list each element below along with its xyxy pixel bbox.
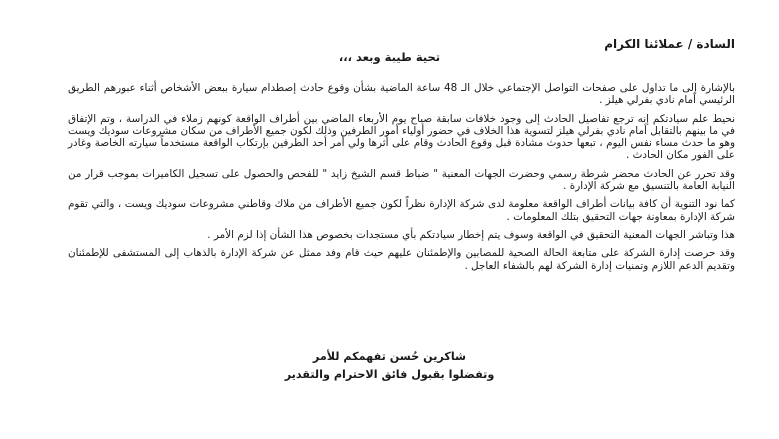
paragraph-incident-reference: بالإشارة إلى ما تداول على صفحات التواصل الإجتماعي خلال الـ 48 ساعة الماضية بشأن وقوع حادث إصطدام سيارة ببعض الأشخاص أثناء عبورهم الطريق الرئيسي أمام نادي بفرلي هيلز . — [68, 82, 735, 107]
salutation: السادة / عملائنا الكرام — [604, 37, 735, 51]
closing-regards: وتفضلوا بقبول فائق الاحترام والتقدير — [284, 368, 495, 381]
paragraph-incident-details: نحيط علم سيادتكم إنه ترجع تفاصيل الحادث إلى وجود خلافات سابقة صباح يوم الأربعاء الماضي بين أطراف الواقعة كونهم زملاء في الدراسة ، وتم الإتفاق في ما بينهم بالتقابل أمام نادي بفرلي هيلز لتسوية هذا الخلاف في حضور أولياء أمور الطرفين وذلك لكون جميع الأطراف من سكان مشروعات سوديك ويست وهو ما حدث مساء نفس اليوم ، تبعها حدوث مشادة قبل وقوع الحادث وقام على أثرها ولي أمر أحد الطرفين بإرتكاب الواقعة مستخدماً سيارته الخاصة وغادر على الفور مكان الحادث . — [68, 112, 735, 162]
greeting: تحية طيبة وبعد ،،، — [338, 50, 441, 64]
closing — [0, 348, 779, 384]
paragraph-parties-data: كما نود التنوية أن كافة بيانات أطراف الواقعة معلومة لدى شركة الإدارة نظراً لكون جميع الأطراف من ملاك وقاطني مشروعات سوديك ويست ، والتي تقوم شركة الإدارة بمعاونة جهات التحقيق بتلك المعلومات . — [68, 198, 735, 223]
paragraph-investigation: هذا وتباشر الجهات المعنية التحقيق في الواقعة وسوف يتم إخطار سيادتكم بأي مستجدات بخصوص هذا الشأن إذا لزم الأمر . — [207, 228, 735, 241]
closing-thanks: شاكرين حُسن تفهمكم للأمر — [312, 350, 467, 363]
letter-body — [68, 82, 735, 278]
paragraph-injured-followup: وقد حرصت إدارة الشركة على متابعة الحالة الصحية للمصابين والإطمئنان عليهم حيث قام وفد ممثل عن شركة الإدارة بالذهاب إلى المستشفى للإطمئنان وتقديم الدعم اللازم وتمنيات إدارة الشركة لهم بالشفاء العاجل . — [68, 247, 735, 272]
paragraph-police-report: وقد تحرر عن الحادث محضر شرطة رسمي وحضرت الجهات المعنية " ضباط قسم الشيخ زايد " للفحص والحصول على تسجيل الكاميرات بموجب قرار من النيابة العامة بالتنسيق مع شركة الإدارة . — [68, 167, 735, 193]
